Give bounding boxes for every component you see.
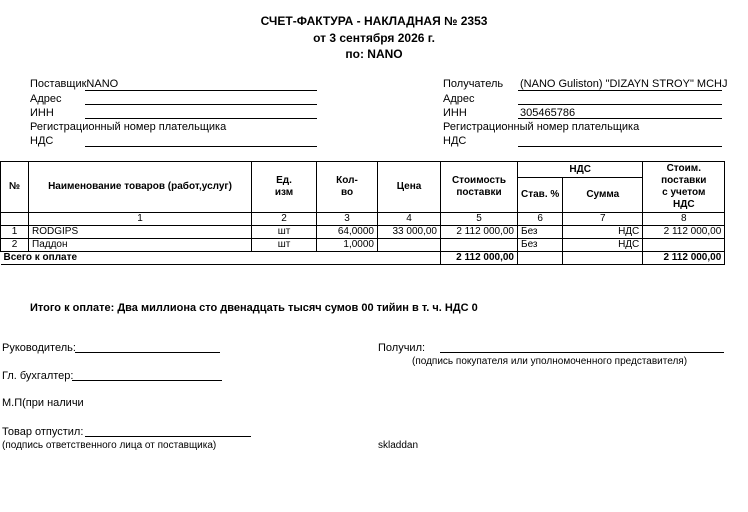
- supplier-address-line: [85, 104, 317, 105]
- head-signature-line: [75, 352, 220, 353]
- supplier-nds-line: [85, 146, 317, 147]
- accountant-signature-line: [72, 380, 222, 381]
- header-sum: Сумма: [563, 178, 643, 213]
- footer-cost: 2 112 000,00: [441, 252, 518, 265]
- supplier-inn-label: ИНН: [30, 107, 54, 119]
- released-label: Товар отпустил:: [2, 426, 84, 438]
- buyer-address-label: Адрес: [443, 93, 475, 105]
- row-total: [643, 239, 725, 252]
- footer-total: 2 112 000,00: [643, 252, 725, 265]
- buyer-value: (NANO Guliston) "DIZAYN STROY" MCHJ: [520, 78, 728, 90]
- row-num: 2: [1, 239, 29, 252]
- header-total: Стоим. поставки с учетом НДС: [643, 162, 725, 213]
- invoice-date: от 3 сентября 2026 г.: [313, 31, 435, 45]
- row-name: Паддон: [29, 239, 252, 252]
- supplier-nds-label: НДС: [30, 135, 54, 147]
- supplier-label: ПоставщикNANO: [30, 78, 119, 90]
- buyer-reg-label: Регистрационный номер плательщика: [443, 121, 640, 133]
- received-note: (подпись покупателя или уполномоченного представителя): [412, 356, 688, 367]
- row-qty: 1,0000: [317, 239, 378, 252]
- table-row: [1, 226, 725, 239]
- stamp-label: М.П(при наличи: [2, 397, 84, 409]
- row-unit: шт: [252, 239, 317, 252]
- row-num: 1: [1, 226, 29, 239]
- row-sum: НДС: [563, 239, 643, 252]
- row-price: 33 000,00: [378, 226, 441, 239]
- col-number: [1, 213, 29, 226]
- supplier-value: NANO: [86, 78, 119, 90]
- table-footer-row: [1, 252, 725, 265]
- column-numbers-row: [1, 213, 725, 226]
- footer-rate: [518, 252, 563, 265]
- header-price: Цена: [378, 162, 441, 213]
- invoice-po: по: NANO: [345, 47, 403, 61]
- supplier-underline: [85, 90, 317, 91]
- row-rate: Без: [518, 239, 563, 252]
- released-note: (подпись ответственного лица от поставщика): [2, 440, 217, 451]
- col-number: 1: [29, 213, 252, 226]
- col-number: 4: [378, 213, 441, 226]
- col-number: 3: [317, 213, 378, 226]
- warehouse-label: skladdan: [378, 440, 419, 451]
- row-qty: 64,0000: [317, 226, 378, 239]
- buyer-address-line: [518, 104, 722, 105]
- invoice-title: СЧЕТ-ФАКТУРА - НАКЛАДНАЯ № 2353: [260, 14, 488, 28]
- header-rate: Став. %: [518, 178, 563, 213]
- payment-summary: Итого к оплате: Два миллиона сто двенадцать тысяч сумов 00 тийин в т. ч. НДС 0: [30, 302, 478, 314]
- row-name: RODGIPS: [29, 226, 252, 239]
- row-rate: Без: [518, 226, 563, 239]
- released-signature-line: [85, 436, 251, 437]
- items-table: [0, 161, 725, 265]
- buyer-label: Получатель: [443, 78, 504, 90]
- col-number: 6: [518, 213, 563, 226]
- supplier-reg-label: Регистрационный номер плательщика: [30, 121, 227, 133]
- buyer-inn-line: [518, 118, 722, 119]
- buyer-inn-label: ИНН: [443, 107, 467, 119]
- row-cost: [441, 239, 518, 252]
- col-number: 5: [441, 213, 518, 226]
- row-sum: НДС: [563, 226, 643, 239]
- footer-sum: [563, 252, 643, 265]
- row-unit: шт: [252, 226, 317, 239]
- buyer-nds-line: [518, 146, 722, 147]
- received-label: Получил:: [378, 342, 426, 354]
- buyer-underline: [518, 90, 722, 91]
- supplier-inn-line: [85, 118, 317, 119]
- col-number: 2: [252, 213, 317, 226]
- header-cost: Стоимость поставки: [441, 162, 518, 213]
- row-cost: 2 112 000,00: [441, 226, 518, 239]
- table-row: [1, 239, 725, 252]
- supplier-address-label: Адрес: [30, 93, 62, 105]
- head-label: Руководитель:: [2, 342, 76, 354]
- header-name: Наименование товаров (работ,услуг): [29, 162, 252, 213]
- header-qty: Кол- во: [317, 162, 378, 213]
- received-signature-line: [440, 352, 724, 353]
- footer-label: Всего к оплате: [1, 252, 441, 265]
- header-unit: Ед. изм: [252, 162, 317, 213]
- accountant-label: Гл. бухгалтер:: [2, 370, 74, 382]
- buyer-nds-label: НДС: [443, 135, 467, 147]
- row-price: [378, 239, 441, 252]
- header-num: №: [1, 162, 29, 213]
- col-number: 7: [563, 213, 643, 226]
- row-total: 2 112 000,00: [643, 226, 725, 239]
- table-header-row: [1, 162, 725, 178]
- col-number: 8: [643, 213, 725, 226]
- buyer-inn-value: 305465786: [520, 107, 576, 119]
- header-nds: НДС: [518, 162, 643, 178]
